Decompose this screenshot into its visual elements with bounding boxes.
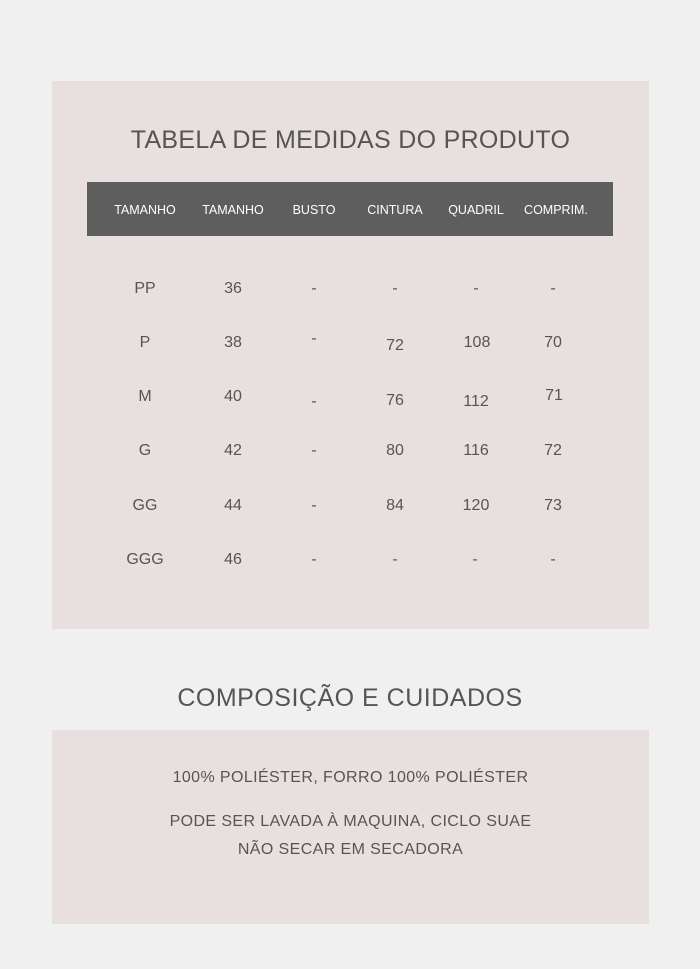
header-cell: BUSTO	[292, 203, 336, 217]
table-cell: 108	[463, 334, 491, 351]
table-row	[52, 388, 649, 418]
table-cell: 36	[224, 280, 242, 297]
table-row	[52, 551, 649, 581]
care-section-title: COMPOSIÇÃO E CUIDADOS	[177, 684, 523, 712]
table-cell: -	[311, 280, 317, 297]
table-cell: -	[472, 551, 478, 568]
table-cell: 84	[386, 497, 404, 514]
table-cell: PP	[134, 280, 156, 297]
washing-instructions: PODE SER LAVADA À MAQUINA, CICLO SUAE	[169, 813, 532, 830]
care-card	[52, 730, 649, 924]
table-cell: -	[311, 330, 317, 347]
header-cell: TAMANHO	[114, 203, 176, 217]
table-cell: P	[139, 334, 151, 351]
table-cell: 80	[386, 442, 404, 459]
header-cell: QUADRIL	[448, 203, 504, 217]
header-cell: CINTURA	[367, 203, 423, 217]
table-cell: -	[473, 280, 479, 297]
table-cell: 73	[544, 497, 562, 514]
table-cell: 46	[224, 551, 242, 568]
table-cell: 120	[462, 497, 490, 514]
table-cell: 42	[224, 442, 242, 459]
table-cell: 44	[224, 497, 242, 514]
size-table-title: TABELA DE MEDIDAS DO PRODUTO	[130, 126, 571, 154]
table-row	[52, 442, 649, 472]
table-cell: -	[311, 442, 317, 459]
table-cell: M	[138, 388, 152, 405]
size-table-card	[52, 81, 649, 629]
table-cell: 112	[463, 393, 489, 410]
table-cell: -	[550, 551, 556, 568]
table-cell: 116	[463, 442, 489, 459]
table-cell: 72	[386, 337, 404, 354]
table-cell: 70	[544, 334, 562, 351]
table-cell: GGG	[126, 551, 164, 568]
table-row	[52, 280, 649, 310]
table-cell: -	[392, 551, 398, 568]
table-cell: 38	[224, 334, 242, 351]
composition-text: 100% POLIÉSTER, FORRO 100% POLIÉSTER	[172, 769, 529, 786]
header-cell: TAMANHO	[202, 203, 264, 217]
table-row	[52, 497, 649, 527]
size-table-header	[87, 182, 613, 236]
table-cell: 40	[224, 388, 242, 405]
table-cell: -	[550, 280, 556, 297]
table-cell: G	[138, 442, 152, 459]
header-cell: COMPRIM.	[524, 203, 588, 217]
table-cell: 76	[386, 392, 404, 409]
table-row	[52, 330, 649, 364]
table-cell: 71	[545, 387, 563, 404]
table-cell: GG	[132, 497, 158, 514]
table-cell: 72	[544, 442, 562, 459]
table-cell: -	[392, 280, 398, 297]
table-cell: -	[311, 551, 317, 568]
table-cell: -	[311, 393, 317, 410]
table-cell: -	[311, 497, 317, 514]
drying-instructions: NÃO SECAR EM SECADORA	[237, 841, 464, 858]
